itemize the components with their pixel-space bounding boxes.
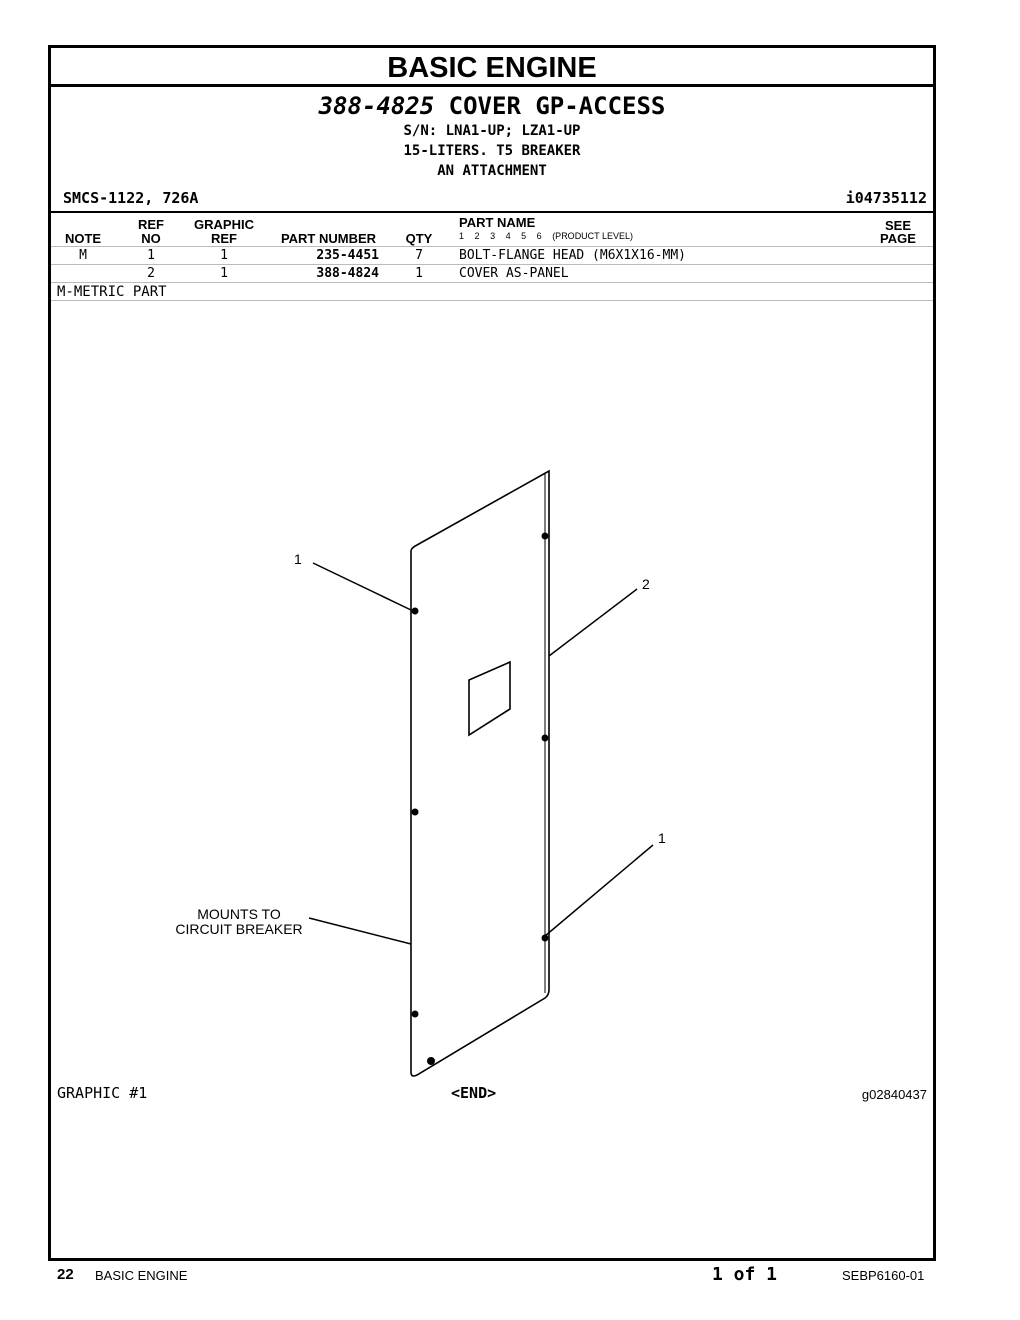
header-ref-no-1: REF	[138, 217, 164, 232]
leader-lines	[309, 563, 653, 944]
header-part-name: PART NAME	[459, 215, 536, 230]
bolt-icon	[412, 809, 419, 816]
leader-mount-note	[309, 918, 411, 944]
panel-outline	[411, 471, 549, 1076]
row1-note: M	[79, 248, 87, 263]
bolt-icon	[427, 1057, 435, 1065]
footer-section: BASIC ENGINE	[95, 1268, 188, 1283]
panel-window	[469, 662, 510, 735]
callout-1-top: 1	[294, 551, 302, 567]
level-3: 3	[490, 231, 496, 241]
leader-callout-1-top	[313, 563, 411, 610]
exploded-view-drawing	[51, 48, 933, 1258]
row2-ref-no: 2	[147, 266, 155, 281]
header-see-page-2: PAGE	[880, 231, 916, 246]
group-name: COVER GP-ACCESS	[448, 92, 666, 120]
group-number: 388-4825	[318, 92, 435, 120]
mount-note-line1: MOUNTS TO	[197, 906, 281, 922]
header-part-number: PART NUMBER	[280, 231, 377, 246]
bolt-icon	[542, 533, 549, 540]
footer-document-id: SEBP6160-01	[842, 1268, 925, 1283]
level-5: 5	[521, 231, 527, 241]
row2-graphic-ref: 1	[220, 266, 228, 281]
section-title: BASIC ENGINE	[51, 48, 933, 87]
smcs-code: SMCS-1122, 726A	[63, 189, 199, 207]
footer-page-number: 22	[57, 1266, 74, 1283]
row1-graphic-ref: 1	[220, 248, 228, 263]
attachment-line: AN ATTACHMENT	[437, 163, 547, 179]
illustration-code: i04735112	[845, 189, 927, 207]
header-graphic-ref-1: GRAPHIC	[194, 217, 254, 232]
graphic-label: GRAPHIC #1	[57, 1084, 148, 1102]
level-1: 1	[459, 231, 465, 241]
header-note: NOTE	[64, 231, 102, 246]
row1-qty: 7	[415, 248, 423, 263]
row2-part-number: 388-4824	[316, 266, 379, 281]
bolt-icon	[412, 608, 419, 615]
bolt-icon	[412, 1011, 419, 1018]
graphic-code: g02840437	[861, 1087, 927, 1102]
row2-qty: 1	[415, 266, 423, 281]
callout-1-bottom: 1	[658, 830, 666, 846]
row1-part-name: BOLT-FLANGE HEAD (M6X1X16-MM)	[459, 248, 686, 263]
mount-note-line2: CIRCUIT BREAKER	[175, 921, 303, 937]
end-label: <END>	[451, 1084, 497, 1102]
row1-part-number: 235-4451	[316, 248, 379, 263]
serial-line: S/N: LNA1-UP; LZA1-UP	[403, 123, 581, 139]
callout-2: 2	[642, 576, 650, 592]
header-qty: QTY	[405, 231, 433, 246]
access-panel	[411, 471, 549, 1076]
footnote: M-METRIC PART	[57, 284, 167, 300]
bolts	[412, 533, 549, 1066]
row1-ref-no: 1	[147, 248, 155, 263]
footer-page-count: 1 of 1	[712, 1264, 778, 1285]
header-graphic-ref-2: REF	[211, 231, 237, 246]
header-see-page-1: SEE	[884, 218, 911, 233]
level-6: 6	[536, 231, 542, 241]
leader-callout-1-bottom	[545, 845, 653, 936]
bolt-icon	[542, 735, 549, 742]
page-frame	[48, 45, 936, 1261]
leader-callout-2	[549, 589, 637, 656]
row2-part-name: COVER AS-PANEL	[459, 266, 569, 281]
level-2: 2	[474, 231, 480, 241]
levels-label: (PRODUCT LEVEL)	[552, 231, 634, 241]
header-ref-no-2: NO	[141, 231, 161, 246]
config-line: 15-LITERS. T5 BREAKER	[403, 143, 581, 159]
level-4: 4	[505, 231, 511, 241]
